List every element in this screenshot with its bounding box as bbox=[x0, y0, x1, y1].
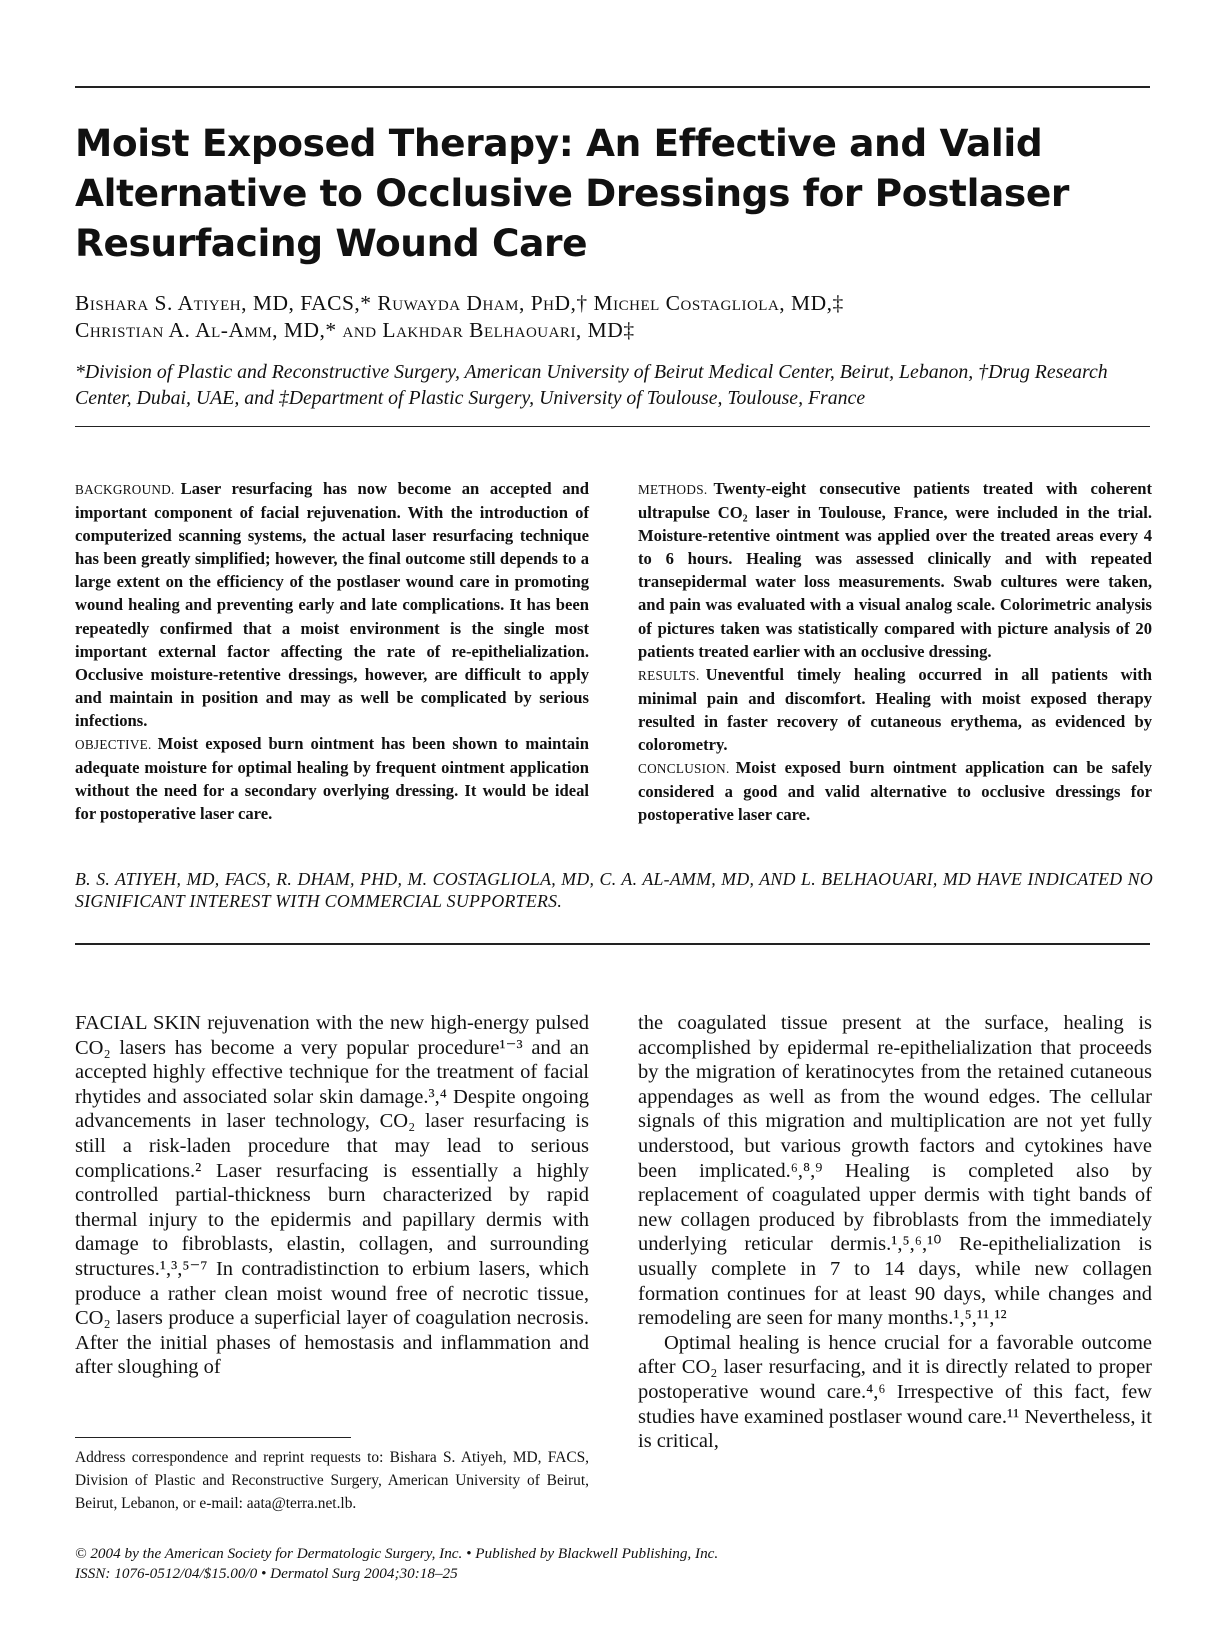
objective-label: OBJECTIVE. bbox=[75, 737, 152, 753]
copyright-notice bbox=[75, 1544, 975, 1584]
article-title: Moist Exposed Therapy: An Effective and Valid Alternative to Occlusive Dressings for Postlaser Resurfacing Wound Care bbox=[75, 121, 1069, 265]
abstract-methods bbox=[638, 477, 1152, 663]
background-text: Laser resurfacing has now become an accepted and important component of facial rejuvenation. With the introduction of computerized scanning systems, the actual laser resurfacing technique has been greatly simplified; however, the final outcome still depends to a large extent on the efficiency of the postlaser wound care in promoting wound healing and preventing early and late complications. It has been repeatedly confirmed that a moist environment is the single most important external factor affecting the rate of re-epithelialization. Occlusive moisture-retentive dressings, however, are difficult to apply and maintain in position and may as well be complicated by serious infections. bbox=[75, 479, 589, 730]
conclusion-text: Moist exposed burn ointment application can be safely considered a good and valid alternative to occlusive dressings for postoperative laser care. bbox=[638, 758, 1152, 825]
background-label: BACKGROUND. bbox=[75, 482, 175, 497]
body-paragraph-2: Optimal healing is hence crucial for a favorable outcome after CO₂ laser resurfacing, and it is directly related to proper postoperative wound care.⁴,⁶ Irrespective of this fact, few studies have examined postlaser wound care.¹¹ Nevertheless, it is critical, bbox=[638, 1331, 1152, 1453]
methods-text: Twenty-eight consecutive patients treated with coherent ultrapulse CO₂ laser in Toulouse, France, were included in the trial. Moisture-retentive ointment was applied over the treated areas every 4 to 6 hours. Healing was assessed clinically and with repeated transepidermal water loss measurements. Swab cultures were taken, and pain was evaluated with a visual analog scale. Colorimetric analysis of pictures taken was statistically compared with picture analysis of 20 patients treated earlier with an occlusive dressing. bbox=[638, 479, 1152, 661]
copyright-line-2: ISSN: 1076-0512/04/$15.00/0 • Dermatol Surg 2004;30:18–25 bbox=[75, 1565, 458, 1582]
body-paragraph-1-continued: the coagulated tissue present at the surface, healing is accomplished by epidermal re-epithelialization that proceeds by the migration of keratinocytes from the retained cutaneous appendages as well as from the wound edges. The cellular signals of this migration and multiplication are not yet fully understood, but various growth factors and cytokines have been implicated.⁶,⁸,⁹ Healing is completed also by replacement of coagulated upper dermis with tight bands of new collagen produced by fibroblasts from the immediately underlying reticular dermis.¹,⁵,⁶,¹⁰ Re-epithelialization is usually complete in 7 to 14 days, while new collagen formation continues for at least 90 days, while changes and remodeling are seen for many months.¹,⁵,¹¹,¹² bbox=[638, 1012, 1152, 1330]
results-label: RESULTS. bbox=[638, 667, 700, 683]
methods-label: METHODS. bbox=[638, 482, 708, 497]
body-right-column bbox=[638, 1011, 1152, 1454]
author-list bbox=[75, 290, 1155, 344]
body-left-column bbox=[75, 1011, 589, 1380]
copyright-line-1: © 2004 by the American Society for Dermatologic Surgery, Inc. • Published by Blackwell Publishing, Inc. bbox=[75, 1545, 719, 1562]
results-text: Uneventful timely healing occurred in all patients with minimal pain and discomfort. Healing with moist exposed therapy resulted in faster recovery of cutaneous erythema, as evidenced by colorometry. bbox=[638, 664, 1152, 755]
conclusion-label: CONCLUSION. bbox=[638, 761, 730, 777]
author-line-2: Christian A. Al-Amm, MD,* and Lakhdar Belhaouari, MD‡ bbox=[75, 318, 635, 342]
abstract-right-column bbox=[638, 477, 1152, 826]
conflict-disclosure: B. S. ATIYEH, MD, FACS, R. DHAM, PHD, M. COSTAGLIOLA, MD, C. A. AL-AMM, MD, AND L. BELHAOUARI, MD HAVE INDICATED NO SIGNIFICANT INTEREST WITH COMMERCIAL SUPPORTERS. bbox=[75, 869, 1153, 911]
abstract-background bbox=[75, 477, 589, 732]
body-paragraph-1: FACIAL SKIN rejuvenation with the new high-energy pulsed CO₂ lasers has become a very popular procedure¹⁻³ and an accepted highly effective technique for the treatment of facial rhytides and associated solar skin damage.³,⁴ Despite ongoing advancements in laser technology, CO₂ laser resurfacing is still a risk-laden procedure that may lead to serious complications.² Laser resurfacing is essentially a highly controlled partial-thickness burn characterized by rapid thermal injury to the epidermis and papillary dermis with damage to fibroblasts, elastin, collagen, and surrounding structures.¹,³,⁵⁻⁷ In contradistinction to erbium lasers, which produce a rather clean moist wound free of necrotic tissue, CO₂ lasers produce a superficial layer of coagulation necrosis. After the initial phases of hemostasis and inflammation and after sloughing of bbox=[75, 1012, 589, 1379]
abstract-top-rule bbox=[75, 426, 1150, 427]
footnote-rule bbox=[75, 1437, 351, 1438]
author-line-1: Bishara S. Atiyeh, MD, FACS,* Ruwayda Dham, PhD,† Michel Costagliola, MD,‡ bbox=[75, 291, 844, 315]
abstract-left-column bbox=[75, 477, 589, 825]
top-rule bbox=[75, 86, 1150, 88]
abstract-results bbox=[638, 663, 1152, 756]
affiliations: *Division of Plastic and Reconstructive Surgery, American University of Beirut Medical Center, Beirut, Lebanon, †Drug Research Center, Dubai, UAE, and ‡Department of Plastic Surgery, University of Toulouse, Toulouse, France bbox=[75, 361, 1108, 409]
abstract-conclusion bbox=[638, 756, 1152, 826]
objective-text: Moist exposed burn ointment has been shown to maintain adequate moisture for optimal healing by frequent ointment application without the need for a secondary overlying dressing. It would be ideal for postoperative laser care. bbox=[75, 734, 589, 824]
body-top-rule bbox=[75, 943, 1150, 945]
abstract-objective bbox=[75, 732, 589, 825]
correspondence-footnote: Address correspondence and reprint requests to: Bishara S. Atiyeh, MD, FACS, Division of Plastic and Reconstructive Surgery, American University of Beirut, Beirut, Lebanon, or e-mail: aata@terra.net.lb. bbox=[75, 1449, 589, 1512]
